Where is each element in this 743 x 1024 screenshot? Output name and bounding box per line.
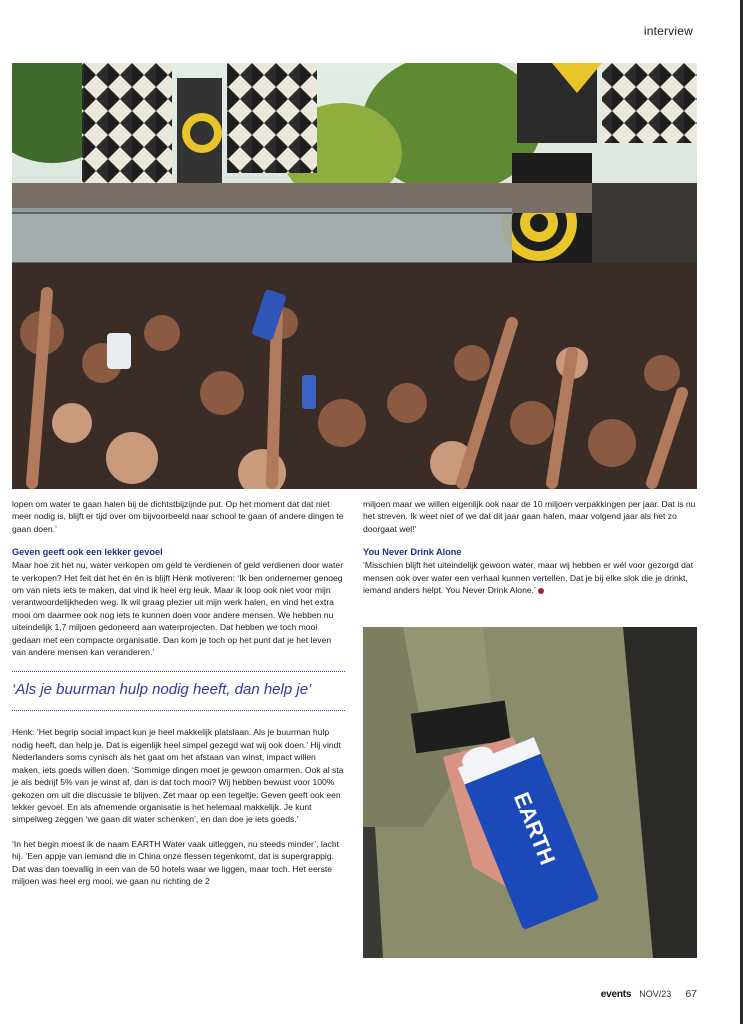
end-mark-icon — [538, 588, 544, 594]
carton-illustration — [363, 627, 697, 958]
pull-quote-block — [12, 671, 345, 711]
festival-crowd-illustration — [12, 63, 697, 489]
earth-water-carton-photo — [363, 627, 697, 958]
magazine-brand: events — [600, 989, 632, 1000]
page-footer — [601, 988, 697, 1000]
article-column-left — [12, 498, 345, 887]
subheading: Geven geeft ook een lekker gevoel — [12, 547, 163, 558]
paragraph — [363, 559, 697, 596]
carton-brand-text: EARTH — [508, 788, 561, 869]
article-column-right — [363, 498, 697, 596]
pull-quote: ‘Als je buurman hulp nodig heeft, dan help je’ — [12, 681, 312, 699]
paragraph: ‘In het begin moest ik de naam EARTH Water vaak uitleggen, nu steeds minder’, lacht hij. ‘Een appje van iemand die in China onze flessen tegenkomt, dat is supergrappig. Dat was dan toevallig in een van de 50 hotels waar we liggen, maar toch. Het eerste miljoen was heel erg mooi, we gaan nu richting de 2 — [12, 838, 340, 886]
paragraph: Maar hoe zit het nu, water verkopen om geld te verdienen of geld verdienen door water te verkopen? Het feit dat het én én is blijft Henk motiveren: ‘Ik ben ondernemer genoeg om van niets iets te maken, dat vind ik heel erg leuk. Maar ik loop ook niet voor mijn verantwoordelijkheden weg. Ik wil graag plezier uit mijn werk halen, en vind het extra mooi om daarmee ook nog iets te kunnen doen voor andere mensen. We hebben nu uiteindelijk 1,7 miljoen gedoneerd aan waterprojecten. Dat hebben we toch mooi gedaan met een compacte organisatie. Dan kom je toch op het punt dat je het leven van andere mensen kan veranderen.’ — [12, 560, 344, 658]
paragraph: lopen om water te gaan halen bij de dichtstbijzijnde put. Op het moment dat dat niet meer nodig is, blijft er tijd over om bijvoorbeeld naar school te gaan of andere dingen te gaan doen.’ — [12, 499, 344, 534]
issue-label: NOV/23 — [639, 989, 672, 999]
festival-crowd-photo — [12, 63, 697, 489]
subheading: You Never Drink Alone — [363, 547, 462, 558]
section-label: interview — [643, 24, 693, 38]
page-number: 67 — [685, 988, 697, 1000]
paragraph: Henk: ‘Het begrip social impact kun je heel makkelijk platslaan. Als je buurman hulp nodig heeft, dan help je. Dat is eigenlijk heel simpel gezegd wat wij ook doen.’ Hij vindt Nederlanders soms cynisch als het gaat om het afstaan van winst, impact willen maken, iets goeds willen doen. ‘Sommige dingen moet je gewoon omarmen. Ook al sta je als bedrijf 5% van je winst af, dan is dat toch mooi? Wij hebben bewust voor 100% gekozen om uit die discussie te blijven. Zet maar op een tegeltje: Geven geeft ook een lekker gevoel. En als afnemende organisatie is het helemaal makkelijk. Je kunt simpelweg zeggen ‘we gaan dit water schenken’, en dan doe je iets goeds.’ — [12, 727, 344, 825]
paragraph-text: ‘Misschien blijft het uiteindelijk gewoon water, maar wij hebben er wél voor gezorgd dat mensen ook over water een verhaal kunnen vertellen. Dat je bij elke slok die je drinkt, iemand anders helpt. You Never Drink Alone.’ — [363, 560, 694, 596]
paragraph: miljoen maar we willen eigenlijk ook naar de 10 miljoen verpakkingen per jaar. Dat is nu het streven. Ik weet niet of we dat dit jaar gaan halen, maar volgend jaar als het zo doorgaat wel!’ — [363, 499, 696, 534]
